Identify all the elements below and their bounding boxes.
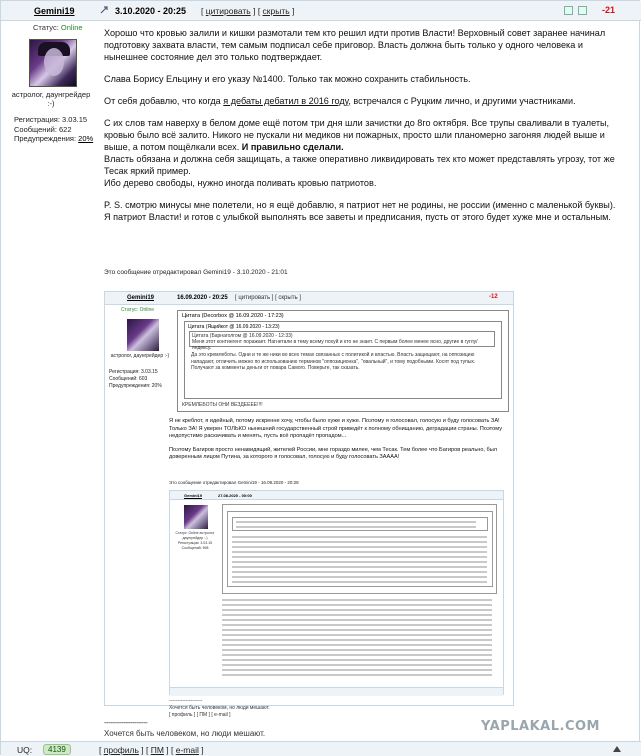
user-title: астролог, даунгрейдер :-) xyxy=(11,90,91,108)
post-link-icon[interactable] xyxy=(99,5,109,15)
profile-link[interactable]: профиль xyxy=(103,745,139,755)
uq-label: UQ: xyxy=(17,745,33,755)
post-body xyxy=(104,27,624,233)
uq-badge: 4139 xyxy=(43,744,71,755)
signature-separator: -------------------- xyxy=(104,718,148,727)
edited-note: Это сообщение отредактировал Gemini19 - 3.10.2020 - 21:01 xyxy=(104,269,288,276)
post-paragraph: От себя добавлю, что когда я дебаты дебатил в 2016 году, встречался с Руцким лично, и другими участниками. xyxy=(104,96,576,106)
post-paragraph: Хорошо что кровью залили и кишки размотали тем кто решил идти против Власти! Верховный совет заранее начинал подготовку захвата власти, тем самым подписал себе приговор. Власть должна быть только у одного человека и нынешнее состояние дел это только подтверждает. xyxy=(104,28,606,62)
rate-down-icon[interactable] xyxy=(578,6,587,15)
user-info-column xyxy=(11,23,94,143)
avatar[interactable] xyxy=(29,39,77,87)
post-header xyxy=(1,1,641,21)
signature-text: Хочется быть человеком, но люди мешают. xyxy=(104,729,266,738)
post-date: 3.10.2020 - 20:25 xyxy=(115,6,187,16)
embedded-score: -12 xyxy=(489,294,498,300)
embedded-body: Я не креблот, я идейный, потому искренне хочу, чтобы было хуже и хуже. Поэтому я голосовал, голосую и буду голосовать ЗА! Только ЗА! Я уверен ТОЛЬКО нынешний государственный строй приведёт к полному обнищанию, деградации страны. Поэтому недопустимо раскачивать и менять, пусть всё пропадёт пропадом... Поэтому Багиров просто ненавидящий, жителей России, мне гораздо милее, чем Тесак. Тем более что Багиров реально, был доверенным лицом Путина, за которого я голосовал, голосую и буду голосовать ЗАААА! xyxy=(169,418,502,460)
embedded-username: Gemini19 xyxy=(127,295,155,301)
post-paragraph: Слава Борису Ельцину и его указу №1400. Только так можно сохранить стабильность. xyxy=(104,74,471,84)
embedded-links: [ цитировать ] [ скрыть ] xyxy=(235,295,301,301)
nested-screenshot: Gemini19 27.08.2020 - 00:00 Статус: Online астролог, даунгрейдер :-) Регистрация: 3.03.15 Сообщений: 598 xyxy=(169,490,504,695)
embedded-edited-note: Это сообщение отредактировал Gemini19 - 16.09.2020 - 20:28 xyxy=(169,480,299,485)
user-stats: Регистрация: 3.03.15 Сообщений: 622 Предупреждения: 20% xyxy=(14,115,94,143)
post-footer xyxy=(1,741,641,756)
user-status: Статус: Online xyxy=(33,23,83,32)
post-paragraph: P. S. смотрю минусы мне полетели, но я ещё добавлю, я патриот нет не родины, не россии (именно с маленькой буквы). Я патриот Власти! и готов с улыбкой выполнять все заветы и предписания, пусть от этого будет хуже мне и остальным. xyxy=(104,200,616,222)
rating-widget xyxy=(564,4,624,18)
post-paragraph: Власть обязана и должна себя защищать, а также оперативно ликвидировать тех кто может представлять угрозу, тот же Тесак яркий пример. xyxy=(104,154,615,176)
scroll-up-icon[interactable] xyxy=(613,746,621,752)
rate-up-icon[interactable] xyxy=(564,6,573,15)
warnings-link[interactable]: 20% xyxy=(78,134,94,143)
hide-link[interactable]: скрыть xyxy=(262,6,290,16)
embedded-user: Статус: Online астролог, даунгрейдер :-) Регистрация: 3.03.15 Сообщений: 603 Предупреждения: 20% xyxy=(109,307,170,389)
post-score: -21 xyxy=(602,5,616,15)
embedded-screenshot[interactable] xyxy=(104,291,514,718)
debates-link[interactable]: я дебаты дебатил в 2016 году xyxy=(223,96,349,106)
quote-link[interactable]: цитировать xyxy=(205,6,251,16)
email-link[interactable]: e-mail xyxy=(175,745,199,755)
pm-link[interactable]: ПМ xyxy=(150,745,164,755)
post-paragraph: С их слов там наверху в белом доме ещё потом три дня шли зачистки до 8го октября. Все трупы сваливали в туалеты, кровью было всё залито. Никого не пускали ни медиков ни пожарных, просто шли планомерно загоняя людей выше и выше, а потом пощёлкали всех. И правильно сделали. xyxy=(104,118,610,152)
embedded-signature: -------------------- Хочется быть человеком, но люди мешают. [ профиль ] [ ПМ ] [ e-mail ] xyxy=(169,698,270,718)
post-actions: [ цитировать ] [ скрыть ] xyxy=(201,6,295,16)
embedded-header xyxy=(105,292,513,305)
footer-links: [ профиль ] [ ПМ ] [ e-mail ] xyxy=(99,745,204,755)
embedded-quote: Цитата (Decorbox @ 16.09.2020 - 17:23) Цитата (Ящийкот @ 16.09.2020 - 13:23) Цитата (Барнаголгом @ 16.09.2020 - 12:33) Меня этот контингент поражает. Нагнетали в тему всему похуй и кто не знает. С первым более менее ясно, другие в гуглу/яндексу. Да это кремлеботы. Одни и те же ники во всех темах связанных с политикой и властью. Власть защищают, на оппозицию нападают, отличить можно по использованию терминов "оппозиционка", "овальный", и тому подобными. Косят под тупых. Получают за комменты деньги от повара Самого. Поверьте, так сказать. КРЕМЛЕБОТЫ ОНИ ВЕЗДЕЕЕЕ!!!! xyxy=(177,310,509,412)
embedded-avatar xyxy=(127,319,159,351)
author-username[interactable]: Gemini19 xyxy=(34,6,75,16)
watermark: YAPLAKAL.COM xyxy=(481,719,600,734)
post-paragraph: Ибо дерево свободы, нужно иногда поливать кровью патриотов. xyxy=(104,178,377,188)
embedded-date: 16.09.2020 - 20:25 xyxy=(177,295,228,301)
